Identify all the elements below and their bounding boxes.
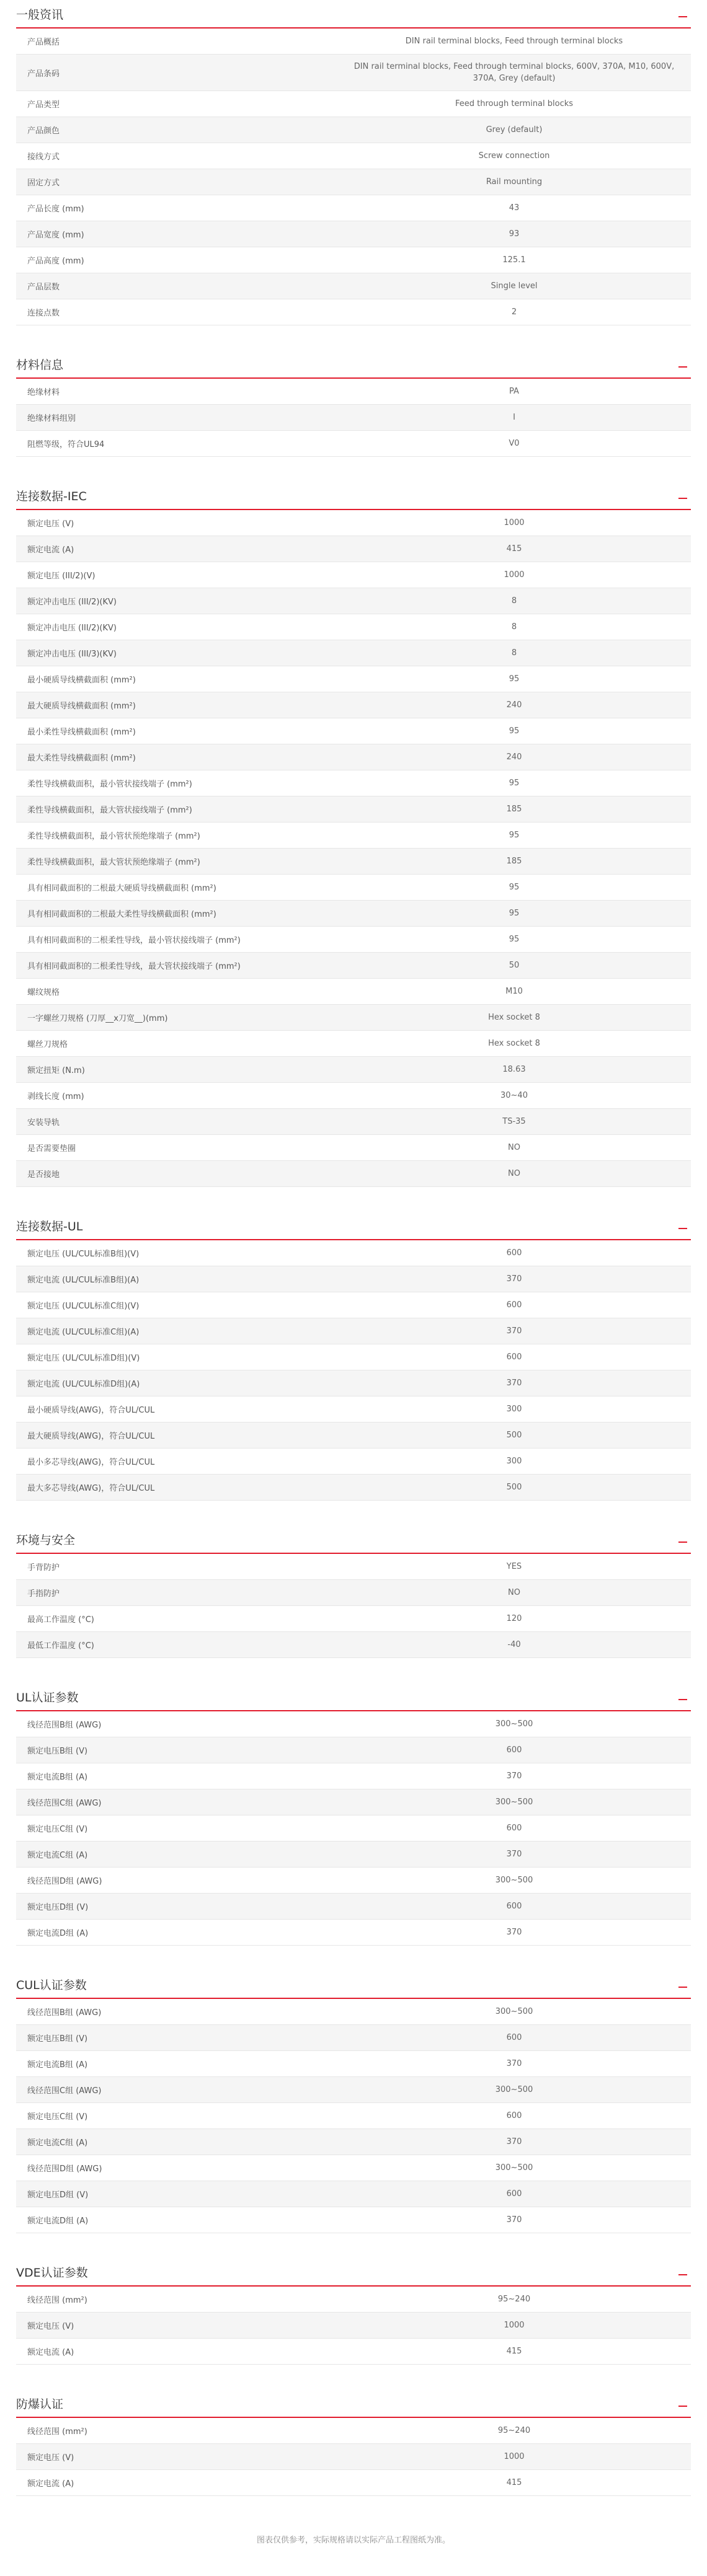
spec-label: 具有相同截面积的二根最大柔性导线横截面积 (mm²) (27, 910, 216, 919)
spec-value: 370 (506, 1274, 522, 1284)
spec-row (16, 1737, 691, 1763)
spec-value: 1000 (504, 570, 525, 580)
spec-label: 最大多芯导线(AWG)，符合UL/CUL (27, 1484, 155, 1493)
spec-section (16, 1525, 691, 1658)
collapse-icon[interactable] (678, 2399, 687, 2407)
spec-label: 额定电压 (UL/CUL标准C组)(V) (27, 1302, 140, 1311)
spec-label: 额定电流C组 (A) (27, 2138, 88, 2148)
spec-label: 额定电流 (UL/CUL标准B组)(A) (27, 1276, 140, 1285)
spec-row (16, 2313, 691, 2339)
spec-row (16, 875, 691, 901)
spec-value: 18.63 (502, 1065, 526, 1074)
spec-row (16, 1894, 691, 1920)
spec-row (16, 614, 691, 640)
spec-section (16, 482, 691, 1187)
spec-value: 370 (506, 1378, 522, 1388)
section-title: 一般资讯 (16, 7, 64, 22)
spec-label: 额定电压 (UL/CUL标准B组)(V) (27, 1250, 140, 1259)
spec-value: 95 (509, 909, 520, 918)
spec-value: 185 (506, 805, 522, 814)
spec-label: 额定电压 (III/2)(V) (27, 571, 96, 581)
spec-row (16, 640, 691, 666)
spec-value: Hex socket 8 (488, 1013, 540, 1022)
spec-label: 接线方式 (27, 152, 60, 162)
spec-label: 剥线长度 (mm) (27, 1092, 84, 1101)
spec-value: 370 (506, 1928, 522, 1937)
spec-value: 300~500 (495, 1876, 533, 1885)
spec-value: 95 (509, 831, 520, 840)
spec-row (16, 1423, 691, 1449)
spec-row (16, 1711, 691, 1737)
spec-row (16, 979, 691, 1005)
collapse-icon[interactable] (678, 2267, 687, 2276)
spec-label: 最高工作温度 (°C) (27, 1615, 94, 1625)
spec-row (16, 2207, 691, 2233)
spec-label: 线径范围C组 (AWG) (27, 2086, 102, 2096)
spec-row (16, 299, 691, 325)
spec-value: Feed through terminal blocks (455, 99, 574, 108)
spec-value: NO (508, 1169, 520, 1178)
spec-label: 产品颜色 (27, 126, 60, 136)
spec-row (16, 927, 691, 953)
section-header[interactable] (16, 1683, 691, 1711)
spec-label: 额定电压C组 (V) (27, 2112, 88, 2122)
spec-label: 手指防护 (27, 1589, 60, 1599)
spec-row (16, 1370, 691, 1396)
spec-row (16, 770, 691, 796)
spec-row (16, 195, 691, 221)
spec-label: 额定电压 (V) (27, 2453, 74, 2463)
spec-row (16, 2418, 691, 2444)
spec-value: Grey (default) (486, 125, 543, 135)
spec-label: 产品概括 (27, 38, 60, 47)
spec-value: 600 (506, 1352, 522, 1362)
spec-row (16, 2339, 691, 2365)
spec-row (16, 692, 691, 718)
spec-value: 370 (506, 2137, 522, 2146)
spec-label: 具有相同截面积的二根最大硬质导线横截面积 (mm²) (27, 884, 216, 893)
spec-section (16, 1212, 691, 1501)
spec-value: 30~40 (500, 1091, 528, 1100)
spec-value: 300 (506, 1405, 522, 1414)
spec-row (16, 2287, 691, 2313)
spec-label: 产品长度 (mm) (27, 205, 84, 214)
spec-value: Screw connection (478, 151, 550, 161)
spec-value: YES (506, 1562, 522, 1571)
spec-label: 柔性导线横截面积，最小管状接线端子 (mm²) (27, 780, 192, 789)
spec-row (16, 2051, 691, 2077)
spec-label: 额定电压B组 (V) (27, 1747, 88, 1756)
spec-row (16, 1842, 691, 1868)
spec-value: 370 (506, 1771, 522, 1781)
spec-label: 额定冲击电压 (III/2)(KV) (27, 624, 117, 633)
section-spacer (16, 1946, 691, 1970)
spec-label: 固定方式 (27, 179, 60, 188)
spec-label: 额定电压 (UL/CUL标准D组)(V) (27, 1354, 140, 1363)
section-title: 连接数据-IEC (16, 489, 87, 503)
spec-value: 240 (506, 752, 522, 762)
spec-value: 370 (506, 1850, 522, 1859)
spec-row (16, 718, 691, 744)
spec-row (16, 1789, 691, 1815)
spec-row (16, 796, 691, 823)
spec-label: 连接点数 (27, 309, 60, 318)
spec-label: 最大硬质导线横截面积 (mm²) (27, 702, 136, 711)
spec-label: 产品层数 (27, 283, 60, 292)
spec-value: 8 (511, 596, 517, 606)
collapse-icon[interactable] (678, 1221, 687, 1230)
spec-row (16, 2444, 691, 2470)
spec-label: 额定电压 (V) (27, 2322, 74, 2331)
spec-row (16, 1240, 691, 1266)
collapse-icon[interactable] (678, 1692, 687, 1701)
spec-row (16, 2470, 691, 2496)
spec-row (16, 247, 691, 273)
spec-label: 最大硬质导线(AWG)，符合UL/CUL (27, 1432, 155, 1441)
collapse-icon[interactable] (678, 9, 687, 18)
section-spacer (16, 457, 691, 482)
spec-value: 600 (506, 1902, 522, 1911)
spec-value: 185 (506, 857, 522, 866)
spec-label: 额定电流 (UL/CUL标准D组)(A) (27, 1380, 140, 1389)
spec-value: 600 (506, 1824, 522, 1833)
spec-value: Rail mounting (486, 177, 543, 187)
spec-value: 95 (509, 779, 520, 788)
section-title: 防爆认证 (16, 2397, 64, 2411)
spec-value: 240 (506, 700, 522, 710)
spec-value: NO (508, 1143, 520, 1152)
spec-row (16, 666, 691, 692)
spec-row (16, 744, 691, 770)
spec-value: NO (508, 1588, 520, 1597)
spec-label: 额定电流 (A) (27, 545, 74, 555)
spec-row (16, 2129, 691, 2155)
spec-value: 600 (506, 1300, 522, 1310)
section-header[interactable] (16, 1970, 691, 1999)
spec-value: 300~500 (495, 1719, 533, 1729)
collapse-icon[interactable] (678, 359, 687, 368)
footer-note: 图表仅供参考，实际规格请以实际产品工程图纸为准。 (256, 2536, 450, 2545)
spec-row (16, 1161, 691, 1187)
spec-value: I (513, 413, 515, 422)
spec-row (16, 1920, 691, 1946)
spec-label: 线径范围C组 (AWG) (27, 1799, 102, 1808)
spec-label: 额定电流 (A) (27, 2479, 74, 2489)
spec-row (16, 901, 691, 927)
spec-row (16, 1135, 691, 1161)
spec-label: 安装导轨 (27, 1118, 60, 1127)
section-spacer (16, 325, 691, 350)
spec-value: 1000 (504, 2321, 525, 2330)
spec-row (16, 221, 691, 247)
spec-value: 300~500 (495, 2007, 533, 2016)
section-header[interactable] (16, 1525, 691, 1554)
spec-label: 额定电压 (V) (27, 519, 74, 529)
spec-row (16, 1815, 691, 1842)
spec-section (16, 1970, 691, 2233)
spec-row (16, 379, 691, 405)
spec-row (16, 2077, 691, 2103)
spec-value: 500 (506, 1483, 522, 1492)
spec-label: 阻燃等级，符合UL94 (27, 440, 105, 449)
spec-row (16, 1109, 691, 1135)
spec-row (16, 1580, 691, 1606)
spec-value: 120 (506, 1614, 522, 1623)
spec-label: 额定电压C组 (V) (27, 1825, 88, 1834)
spec-value: 95 (509, 674, 520, 684)
spec-label: 最小硬质导线(AWG)，符合UL/CUL (27, 1406, 155, 1415)
collapse-icon[interactable] (678, 491, 687, 500)
spec-value: 415 (506, 2347, 522, 2356)
spec-row (16, 431, 691, 457)
spec-row (16, 849, 691, 875)
spec-value: 125.1 (502, 255, 526, 265)
spec-label: 绝缘材料 (27, 388, 60, 397)
spec-label: 线径范围B组 (AWG) (27, 2008, 102, 2018)
spec-label: 最小多芯导线(AWG)，符合UL/CUL (27, 1458, 155, 1467)
spec-value: 415 (506, 544, 522, 554)
spec-row (16, 169, 691, 195)
spec-label: 额定电流B组 (A) (27, 1773, 88, 1782)
spec-row (16, 1318, 691, 1344)
collapse-icon[interactable] (678, 1980, 687, 1988)
spec-label: 是否接地 (27, 1170, 60, 1180)
spec-row (16, 143, 691, 169)
spec-label: 线径范围 (mm²) (27, 2427, 87, 2437)
spec-value: 95 (509, 883, 520, 892)
spec-section (16, 1683, 691, 1946)
spec-value: 50 (509, 961, 520, 970)
spec-row (16, 1083, 691, 1109)
spec-row (16, 1999, 691, 2025)
spec-row (16, 1868, 691, 1894)
spec-value: 2 (511, 307, 517, 317)
spec-row (16, 55, 691, 91)
spec-row (16, 273, 691, 299)
spec-label: 手背防护 (27, 1563, 60, 1573)
spec-value: Single level (491, 281, 538, 291)
spec-label: 一字螺丝刀规格 (刀厚__x刀宽__)(mm) (27, 1014, 168, 1023)
spec-label: 最低工作温度 (°C) (27, 1641, 94, 1651)
spec-label: 线径范围 (mm²) (27, 2296, 87, 2305)
spec-label: 额定电流D组 (A) (27, 1929, 89, 1938)
spec-value: DIN rail terminal blocks, Feed through terminal blocks, 600V, 370A, M10, 600V, 370A, Grey (default) (354, 62, 675, 83)
spec-row (16, 588, 691, 614)
spec-value: 300 (506, 1457, 522, 1466)
spec-row (16, 117, 691, 143)
spec-row (16, 1763, 691, 1789)
section-title: CUL认证参数 (16, 1978, 87, 1992)
spec-value: -40 (507, 1640, 521, 1649)
section-spacer (16, 2365, 691, 2389)
section-spacer (16, 1501, 691, 1525)
spec-label: 螺丝刀规格 (27, 1040, 68, 1049)
spec-value: 95 (509, 726, 520, 736)
spec-label: 额定冲击电压 (III/2)(KV) (27, 598, 117, 607)
spec-row (16, 29, 691, 55)
spec-row (16, 1606, 691, 1632)
spec-label: 具有相同截面积的二根柔性导线，最小管状接线端子 (mm²) (27, 936, 241, 945)
spec-label: 最小硬质导线横截面积 (mm²) (27, 676, 136, 685)
spec-label: 产品条码 (27, 69, 60, 79)
spec-label: 最大柔性导线横截面积 (mm²) (27, 754, 136, 763)
section-header[interactable] (16, 482, 691, 510)
section-spacer (16, 1187, 691, 1212)
spec-value: 500 (506, 1431, 522, 1440)
spec-label: 柔性导线横截面积，最小管状预绝缘端子 (mm²) (27, 832, 200, 841)
spec-label: 具有相同截面积的二根柔性导线，最大管状接线端子 (mm²) (27, 962, 241, 971)
section-spacer (16, 2233, 691, 2258)
spec-row (16, 562, 691, 588)
spec-label: 额定电流 (UL/CUL标准C组)(A) (27, 1328, 140, 1337)
section-title: UL认证参数 (16, 1690, 79, 1705)
section-header[interactable] (16, 1212, 691, 1240)
spec-value: 300~500 (495, 2085, 533, 2094)
spec-row (16, 1057, 691, 1083)
spec-value: 600 (506, 2033, 522, 2042)
spec-value: 600 (506, 2111, 522, 2120)
spec-section (16, 2258, 691, 2365)
spec-label: 额定电压B组 (V) (27, 2034, 88, 2044)
section-header[interactable] (16, 2389, 691, 2418)
spec-value: 93 (509, 229, 520, 239)
spec-value: 43 (509, 203, 520, 213)
spec-row (16, 2155, 691, 2181)
spec-label: 产品宽度 (mm) (27, 231, 84, 240)
spec-label: 额定电压D组 (V) (27, 2190, 89, 2200)
section-header[interactable] (16, 2258, 691, 2287)
spec-label: 绝缘材料组别 (27, 414, 76, 423)
spec-row (16, 536, 691, 562)
spec-row (16, 1266, 691, 1292)
section-title: 环境与安全 (16, 1533, 76, 1547)
spec-value: 300~500 (495, 2163, 533, 2172)
spec-value: 95~240 (497, 2295, 531, 2304)
spec-value: 600 (506, 1248, 522, 1258)
spec-label: 线径范围D组 (AWG) (27, 1877, 102, 1886)
spec-label: 是否需要垫圈 (27, 1144, 76, 1153)
spec-value: 370 (506, 1326, 522, 1336)
spec-label: 最小柔性导线横截面积 (mm²) (27, 728, 136, 737)
spec-value: 370 (506, 2215, 522, 2225)
spec-label: 螺纹规格 (27, 988, 60, 997)
spec-label: 额定扭矩 (N.m) (27, 1066, 85, 1075)
section-title: 材料信息 (16, 358, 64, 372)
spec-row (16, 1031, 691, 1057)
spec-value: 600 (506, 2189, 522, 2199)
spec-label: 额定电流C组 (A) (27, 1851, 88, 1860)
spec-row (16, 91, 691, 117)
spec-value: PA (509, 387, 519, 396)
spec-value: 300~500 (495, 1797, 533, 1807)
spec-label: 额定冲击电压 (III/3)(KV) (27, 650, 117, 659)
spec-row (16, 2181, 691, 2207)
spec-label: 额定电流B组 (A) (27, 2060, 88, 2070)
spec-row (16, 1554, 691, 1580)
spec-label: 柔性导线横截面积，最大管状接线端子 (mm²) (27, 806, 192, 815)
spec-label: 产品高度 (mm) (27, 257, 84, 266)
spec-row (16, 1396, 691, 1423)
spec-row (16, 1005, 691, 1031)
spec-value: 370 (506, 2059, 522, 2068)
spec-row (16, 1292, 691, 1318)
spec-label: 线径范围B组 (AWG) (27, 1721, 102, 1730)
section-spacer (16, 1658, 691, 1683)
spec-row (16, 1344, 691, 1370)
spec-label: 线径范围D组 (AWG) (27, 2164, 102, 2174)
spec-value: M10 (505, 987, 523, 996)
section-header[interactable] (16, 350, 691, 379)
spec-value: 8 (511, 648, 517, 658)
spec-row (16, 405, 691, 431)
spec-value: 600 (506, 1745, 522, 1755)
spec-value: 415 (506, 2478, 522, 2487)
spec-row (16, 2103, 691, 2129)
spec-row (16, 1632, 691, 1658)
spec-value: V0 (509, 439, 520, 448)
spec-value: 1000 (504, 518, 525, 527)
spec-label: 额定电流D组 (A) (27, 2217, 89, 2226)
section-header[interactable] (16, 0, 691, 29)
spec-label: 额定电流 (A) (27, 2348, 74, 2357)
spec-value: 8 (511, 622, 517, 632)
spec-value: Hex socket 8 (488, 1039, 540, 1048)
spec-section (16, 0, 691, 325)
spec-label: 额定电压D组 (V) (27, 1903, 89, 1912)
spec-value: TS-35 (502, 1117, 526, 1126)
spec-row (16, 1449, 691, 1475)
section-title: 连接数据-UL (16, 1219, 83, 1233)
spec-value: 1000 (504, 2452, 525, 2461)
spec-row (16, 953, 691, 979)
spec-label: 柔性导线横截面积，最大管状预绝缘端子 (mm²) (27, 858, 200, 867)
spec-row (16, 1475, 691, 1501)
spec-value: 95 (509, 935, 520, 944)
spec-row (16, 510, 691, 536)
spec-section (16, 2389, 691, 2496)
spec-label: 产品类型 (27, 100, 60, 110)
section-title: VDE认证参数 (16, 2265, 88, 2280)
spec-section (16, 350, 691, 457)
spec-row (16, 2025, 691, 2051)
collapse-icon[interactable] (678, 1535, 687, 1543)
spec-value: DIN rail terminal blocks, Feed through terminal blocks (405, 37, 623, 46)
spec-row (16, 823, 691, 849)
spec-value: 95~240 (497, 2426, 531, 2435)
